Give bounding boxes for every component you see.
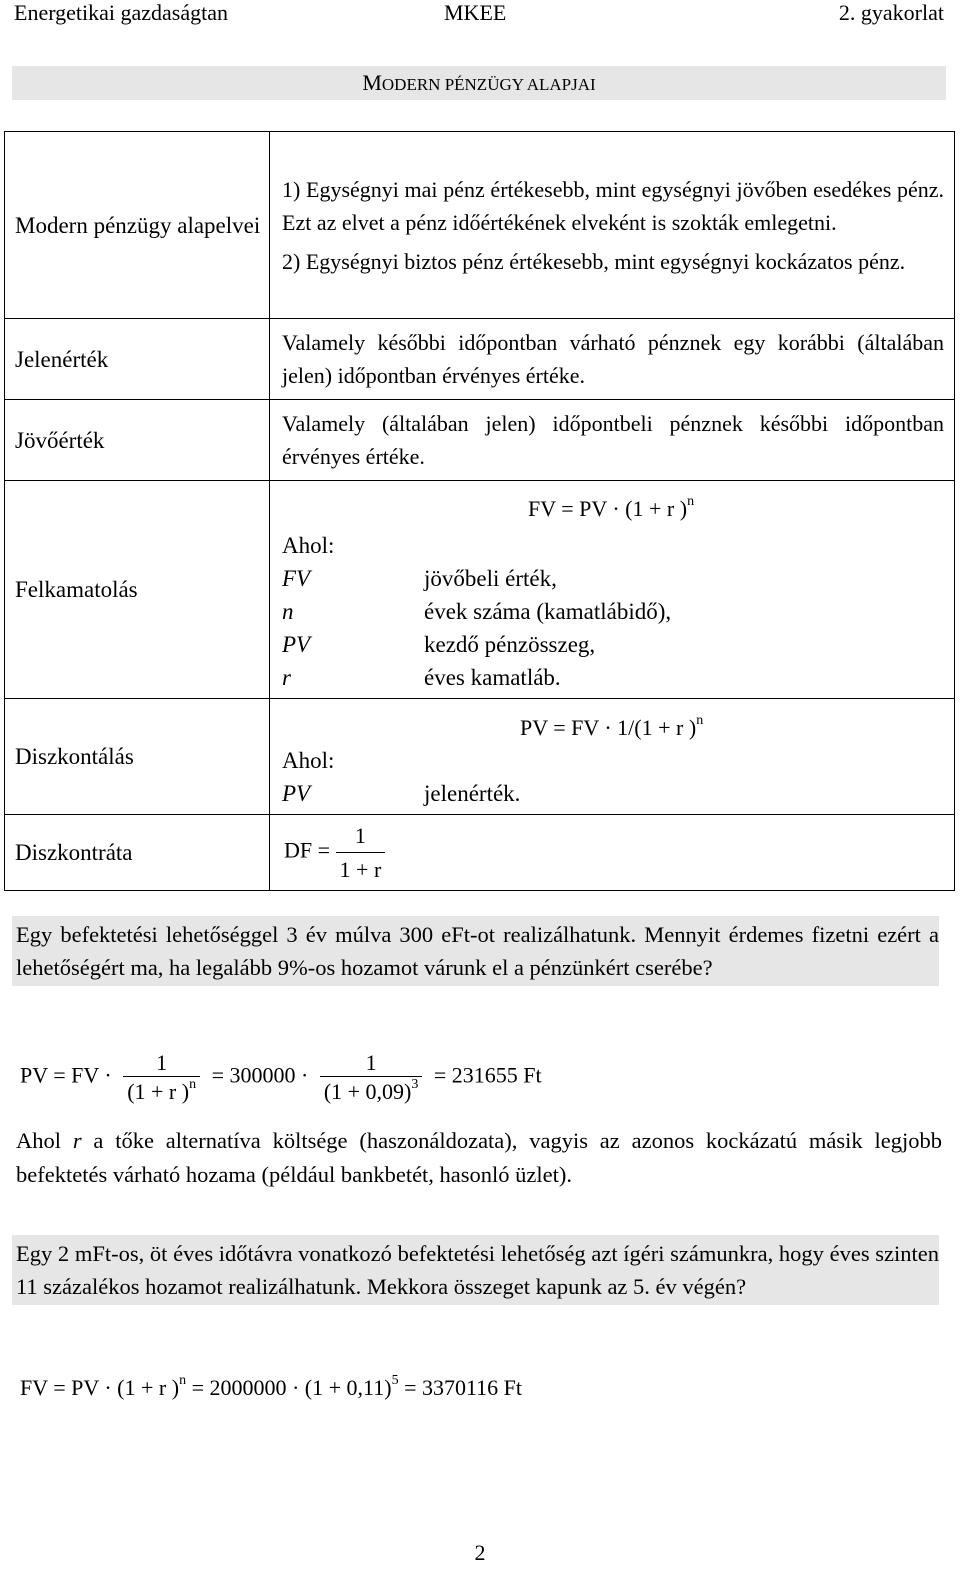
header-course: Energetikai gazdaságtan bbox=[14, 0, 228, 25]
section-title-initial: M bbox=[362, 70, 382, 95]
def-symbol: n bbox=[282, 599, 294, 624]
row-jovoertek bbox=[5, 400, 955, 481]
term-jovoertek: Jövőérték bbox=[5, 400, 270, 481]
ahol-label: Ahol: bbox=[282, 533, 335, 558]
fv-formula: FV = PV · (1 + r )$^n$ bbox=[528, 494, 695, 521]
page-number: 2 bbox=[474, 1540, 486, 1565]
desc-jelenertek: Valamely későbbi időpontban várható pénznek egy korábbi (általában jelen) időpontban érvényes értéke. bbox=[270, 319, 955, 400]
section-title bbox=[12, 66, 946, 100]
desc-felkamatolas bbox=[270, 481, 955, 699]
section-title-rest: ODERN PÉNZÜGY ALAPJAI bbox=[381, 75, 596, 94]
df-fraction bbox=[336, 819, 386, 886]
principle-1: 1) Egységnyi mai pénz értékesebb, mint egységnyi jövőben esedékes pénz. Ezt az elvet a pénz időértékének elveként is szokták emlegetni. bbox=[282, 176, 944, 235]
row-diszkontrata bbox=[5, 815, 955, 891]
pv-formula: PV = FV · 1/(1 + r )$^n$ bbox=[520, 712, 704, 740]
desc-jovoertek: Valamely (általában jelen) időpontbeli pénznek későbbi időpontban érvényes értéke. bbox=[270, 400, 955, 481]
df-lhs: DF = bbox=[284, 837, 331, 863]
example1-question: Egy befektetési lehetőséggel 3 év múlva 300 eFt-ot realizálhatunk. Mennyit érdemes fizetni ezért a lehetőségért ma, ha legalább 9%-os hozamot várunk el a pénzünkért cserébe? bbox=[12, 916, 939, 986]
desc-alapelvek bbox=[270, 132, 955, 319]
example2-calculation: FV = PV · (1 + r )$^n = 2000000 \cdot (1 + 0,11)^5 = 3370116$ Ft bbox=[20, 1373, 523, 1400]
example2-question: Egy 2 mFt-os, öt éves időtávra vonatkozó befektetési lehetőség azt ígéri számunkra, hogy éves szinten 11 százalékos hozamot realizálhatunk. Mekkora összeget kapunk az 5. év végén? bbox=[12, 1235, 939, 1305]
definitions-table bbox=[4, 131, 955, 891]
example1-note: Ahol r a tőke alternatíva költsége (haszonáldozata), vagyis az azonos kockázatú másik legjobb befektetés várható hozama (például bankbetét, hasonló üzlet). bbox=[16, 1128, 942, 1187]
def-text: évek száma (kamatlábidő), bbox=[424, 599, 672, 624]
row-jelenertek bbox=[5, 319, 955, 400]
pv-definition bbox=[282, 777, 944, 810]
header-institution: MKEE bbox=[444, 0, 507, 25]
ahol-label-2: Ahol: bbox=[282, 747, 335, 773]
row-alapelvek bbox=[5, 132, 955, 319]
def-text: éves kamatláb. bbox=[424, 665, 561, 690]
header-practice: 2. gyakorlat bbox=[838, 0, 944, 25]
def-symbol: PV bbox=[282, 780, 311, 806]
desc-diszkontrata bbox=[270, 815, 955, 891]
example1-fraction-1: $\frac{1}{(1 + r )^n}$ bbox=[123, 1050, 200, 1105]
term-alapelvek: Modern pénzügy alapelvei bbox=[5, 132, 270, 319]
df-numerator: 1 bbox=[354, 823, 366, 848]
term-felkamatolas: Felkamatolás bbox=[5, 481, 270, 699]
def-text: jövőbeli érték, bbox=[424, 566, 557, 591]
principle-2: 2) Egységnyi biztos pénz értékesebb, mint egységnyi kockázatos pénz. bbox=[282, 248, 906, 274]
example1-calculation: PV = FV · $\frac{1}{(1 + r )^n}$ = 300000 · $\frac{1}{(1 + 0,09)^3}$ = 231655 Ft bbox=[20, 1050, 542, 1104]
page-header bbox=[14, 0, 944, 28]
fv-definitions bbox=[282, 562, 944, 694]
def-symbol: r bbox=[282, 665, 291, 690]
row-felkamatolas bbox=[5, 481, 955, 699]
term-jelenertek: Jelenérték bbox=[5, 319, 270, 400]
def-text: kezdő pénzösszeg, bbox=[424, 632, 596, 657]
def-symbol: PV bbox=[282, 632, 311, 657]
term-diszkontalas: Diszkontálás bbox=[5, 699, 270, 815]
example1-fraction-2: $\frac{1}{(1 + 0,09)^3}$ bbox=[320, 1050, 423, 1105]
term-diszkontrata: Diszkontráta bbox=[5, 815, 270, 891]
row-diszkontalas bbox=[5, 699, 955, 815]
df-denominator: 1 + r bbox=[336, 852, 386, 886]
def-text: jelenérték. bbox=[424, 780, 521, 806]
desc-diszkontalas bbox=[270, 699, 955, 815]
def-symbol: FV bbox=[282, 566, 311, 591]
